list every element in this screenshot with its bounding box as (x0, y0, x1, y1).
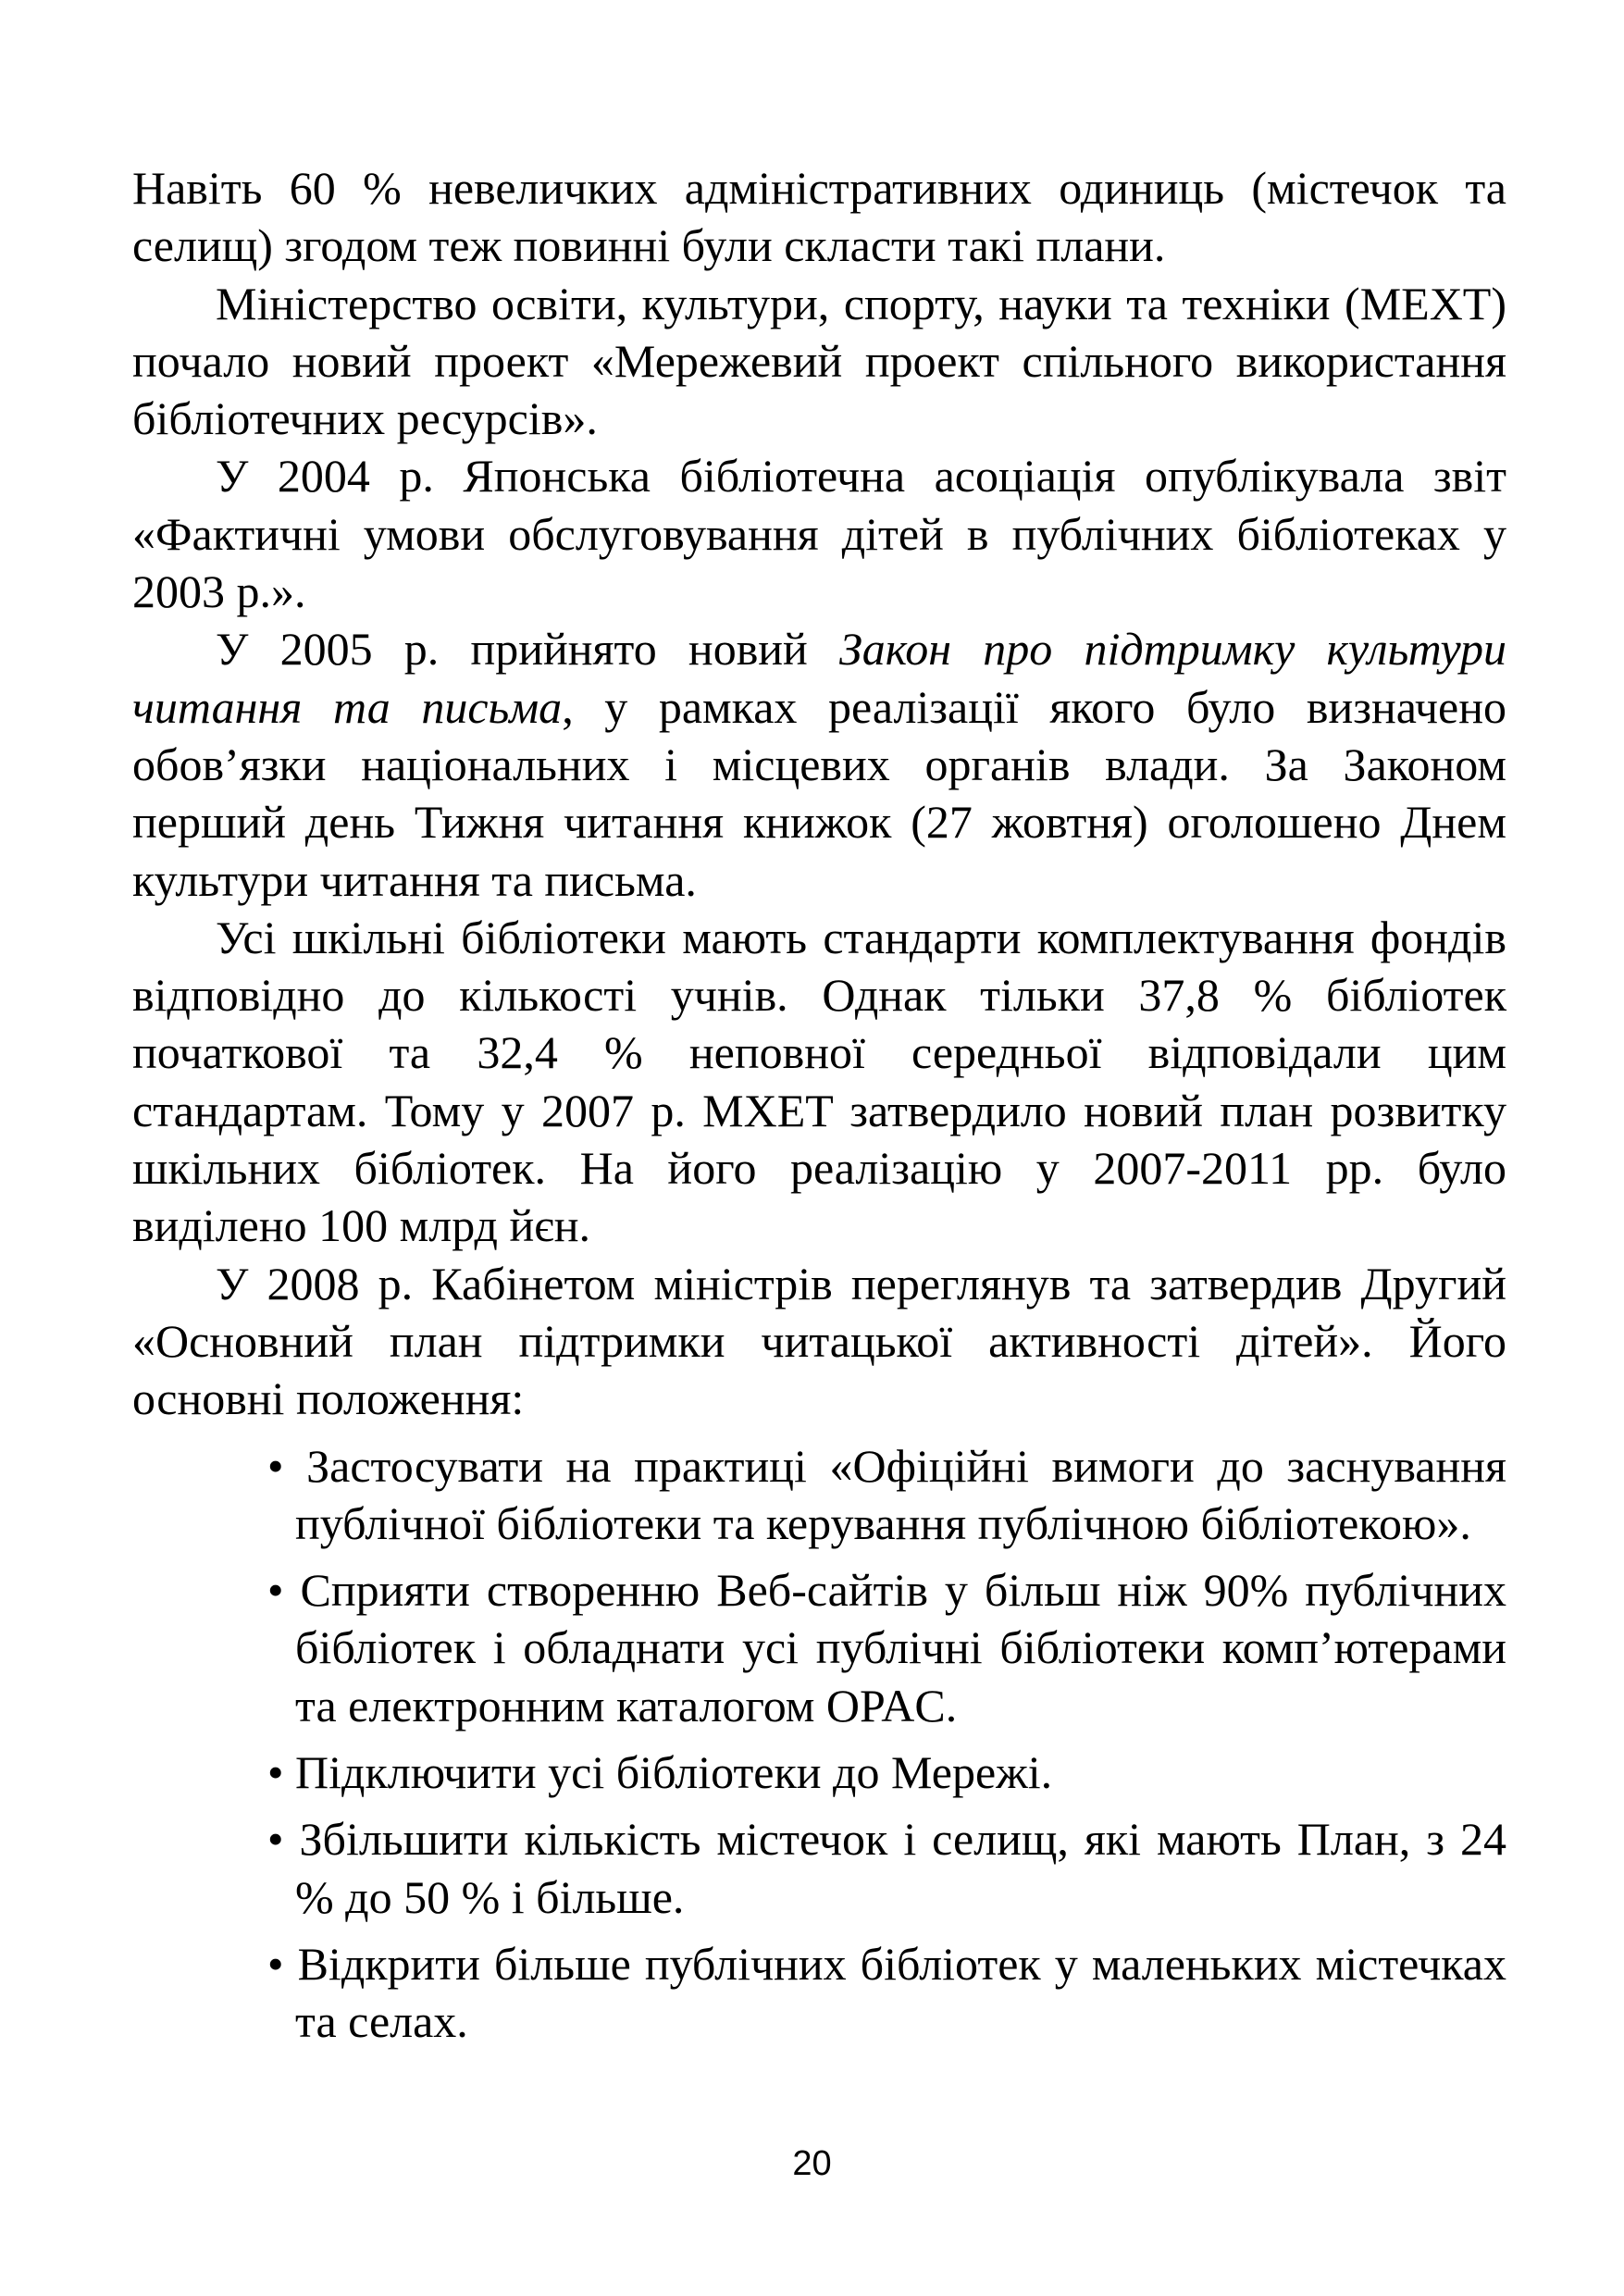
bullet-marker: • (267, 1564, 301, 1617)
list-item-text: Сприяти створенню Веб-сайтів у більш ніж 90% публічних бібліотек і обладнати усі публічні бібліотеки комп’ютерами та електронним каталогом OPAC. (295, 1564, 1506, 1731)
list-item (267, 1810, 1506, 1926)
list-item (267, 1935, 1506, 2051)
list-item-text: Збільшити кількість містечок і селищ, які мають План, з 24 % до 50 % і більше. (295, 1813, 1506, 1923)
paragraph: Навіть 60 % невеличких адміністративних одиниць (містечок та селищ) згодом теж повинні були скласти такі плани. (132, 162, 1506, 272)
law-title: Закон про підтримку культури читання та письма (132, 623, 1506, 733)
page-number: 20 (792, 2144, 832, 2183)
list-item-text: Відкрити більше публічних бібліотек у маленьких містечках та селах. (295, 1937, 1506, 2048)
list-item (267, 1561, 1506, 1734)
page-body (132, 159, 1506, 2051)
paragraph: Усі шкільні бібліотеки мають стандарти комплектування фондів відповідно до кількості учнів. Однак тільки 37,8 % бібліотек початкової та 32,4 % неповної середньої відповідали цим стандартам. Тому у 2007 р. MXET затвердило новий план розвитку шкільних бібліотек. На його реалізацію у 2007-2011 рр. було виділено 100 млрд йєн. (132, 911, 1506, 1252)
bullet-marker: • (267, 1937, 298, 1990)
paragraph (132, 620, 1506, 908)
bullet-marker: • (267, 1746, 296, 1799)
list-item-text: Підключити усі бібліотеки до Мережі. (295, 1746, 1053, 1799)
bullet-marker: • (267, 1439, 307, 1492)
paragraph-text: У 2005 р. прийнято новий (216, 623, 840, 676)
paragraph: У 2008 р. Кабінетом міністрів переглянув та затвердив Другий «Основний план підтримки читацької активності дітей». Його основні положення: (132, 1257, 1506, 1425)
list-item (267, 1744, 1506, 1801)
list-item-text: Застосувати на практиці «Офіційні вимоги до заснування публічної бібліотеки та керування публічною бібліотекою». (295, 1439, 1506, 1549)
paragraph: У 2004 р. Японська бібліотечна асоціація опублікувала звіт «Фактичні умови обслуговування дітей в публічних бібліотеках у 2003 р.». (132, 450, 1506, 618)
bullet-marker: • (267, 1813, 300, 1866)
provisions-list (132, 1437, 1506, 2051)
list-item (267, 1437, 1506, 1553)
paragraph: Міністерство освіти, культури, спорту, науки та техніки (MEXT) почало новий проект «Мережевий проект спільного використання бібліотечних ресурсів». (132, 277, 1506, 445)
paragraph-text: , у рамках реалізації якого було визначено обов’язки національних і місцевих органів влади. За Законом перший день Тижня читання книжок (27 жовтня) оголошено Днем культури читання та письма. (132, 680, 1507, 906)
